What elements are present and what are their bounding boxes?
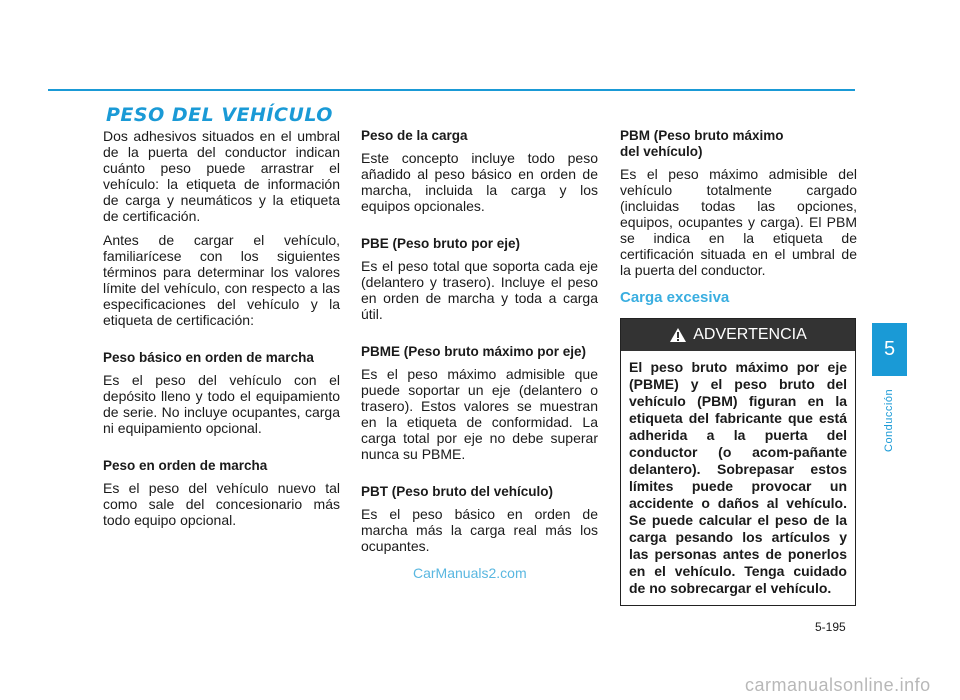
header-rule [48, 89, 855, 91]
heading-peso-basico: Peso básico en orden de marcha [103, 350, 314, 365]
warning-label: ADVERTENCIA [693, 326, 807, 343]
text-peso-basico: Es el peso del vehículo con el depósito lleno y todo el equipamiento de serie. No incluye ocupantes, carga ni equipamiento opcional. [103, 372, 340, 436]
column-2 [361, 128, 598, 562]
text-peso-orden-marcha: Es el peso del vehículo nuevo tal como sale del concesionario más todo equipo opcional. [103, 480, 340, 528]
text-pbme: Es el peso máximo admisible que puede soportar un eje (delantero o trasero). Estos valores se muestran en la etiqueta de conformidad. La carga total por eje no debe superar nunca su PBME. [361, 366, 598, 462]
heading-pbt: PBT (Peso bruto del vehículo) [361, 484, 554, 499]
intro-paragraph: Dos adhesivos situados en el umbral de la puerta del conductor indican cuánto peso puede arrastrar el vehículo: la etiqueta de información de carga y neumáticos y la etiqueta de certificación. [103, 128, 340, 224]
page-title: PESO DEL VEHÍCULO [106, 104, 333, 126]
heading-pbm [620, 128, 857, 160]
text-pbe: Es el peso total que soporta cada eje (delantero y trasero). Incluye el peso en orden de marcha y toda a carga útil. [361, 258, 598, 322]
warning-text: El peso bruto máximo por eje (PBME) y el peso bruto del vehículo (PBM) figuran en la etiqueta del fabricante que está adherida a la puerta del conductor (o acom-pañante delantero). Sobrepasar estos límites puede provocar un accidente o daños al vehículo. Se puede calcular el peso de la carga pesando los artículos y las personas antes de ponerlos en el vehículo. Tenga cuidado de no sobrecargar el vehículo. [629, 359, 847, 596]
text-pbm: Es el peso máximo admisible del vehículo totalmente cargado (incluidas todas las opciones, equipos, ocupantes y carga). El PBM se indica en la etiqueta de certificación situada en el umbral de la puerta del conductor. [620, 166, 857, 278]
chapter-label: Conducción [883, 388, 895, 452]
warning-header [621, 319, 855, 351]
heading-pbe: PBE (Peso bruto por eje) [361, 236, 521, 251]
warning-triangle-icon [669, 327, 687, 343]
page-number: 5-195 [815, 620, 846, 634]
watermark-carmanuals2: CarManuals2.com [413, 565, 527, 581]
heading-pbm-line2: del vehículo) [620, 144, 703, 159]
subheading-carga-excesiva: Carga excesiva [620, 289, 730, 306]
column-1 [103, 128, 340, 536]
heading-peso-orden-marcha: Peso en orden de marcha [103, 458, 268, 473]
heading-peso-carga: Peso de la carga [361, 128, 468, 143]
watermark-carmanualsonline: carmanualsonline.info [745, 675, 931, 695]
column-3 [620, 128, 857, 606]
text-pbt: Es el peso básico en orden de marcha más la carga real más los ocupantes. [361, 506, 598, 554]
text-peso-carga: Este concepto incluye todo peso añadido al peso básico en orden de marcha, incluida la carga y los equipos opcionales. [361, 150, 598, 214]
warning-box [620, 318, 856, 606]
heading-pbme: PBME (Peso bruto máximo por eje) [361, 344, 587, 359]
terms-paragraph: Antes de cargar el vehículo, familiarícese con los siguientes términos para determinar los valores límite del vehículo, con respecto a las especificaciones del vehículo y la etiqueta de certificación: [103, 232, 340, 328]
heading-pbm-line1: PBM (Peso bruto máximo [620, 128, 784, 143]
chapter-tab: 5 [872, 323, 907, 376]
